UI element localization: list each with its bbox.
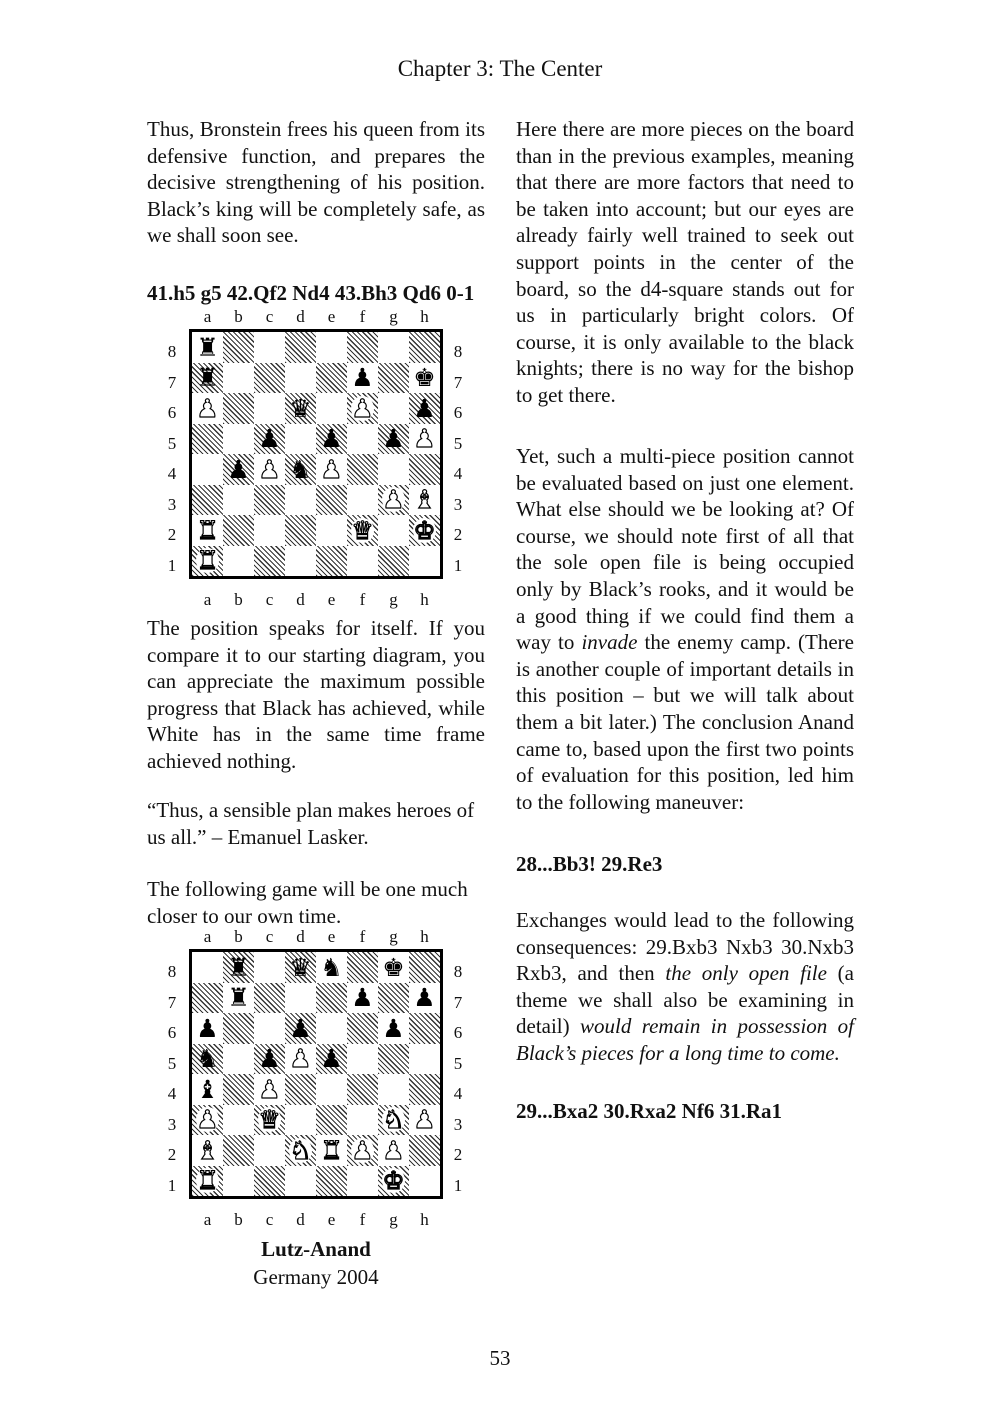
black-king-icon: ♚	[413, 363, 436, 393]
board-square-a2	[192, 1135, 223, 1166]
black-rook-icon: ♜	[227, 983, 250, 1013]
board-square-c2	[254, 1135, 285, 1166]
chapter-header: Chapter 3: The Center	[397, 56, 603, 81]
white-pawn-icon: ♟	[413, 1105, 436, 1135]
rank-label: 6	[167, 1023, 177, 1042]
board-square-b6	[223, 1013, 254, 1044]
rank-label: 3	[453, 1114, 463, 1134]
board-square-a6	[192, 1013, 223, 1044]
board-square-g2	[378, 1135, 409, 1166]
board-square-c3	[254, 485, 285, 516]
rank-label: 2	[453, 1145, 463, 1164]
board-square-e7	[316, 983, 347, 1014]
rank-label: 1	[167, 555, 177, 575]
board-square-c6	[254, 393, 285, 424]
black-pawn-icon: ♟	[196, 1013, 219, 1043]
board-square-a6	[192, 393, 223, 424]
right-moves-2: 29...Bxa2 30.Rxa2 Nf6 31.Ra1	[516, 1099, 782, 1123]
board-square-g2	[378, 515, 409, 546]
file-labels-bottom	[192, 590, 440, 610]
black-pawn-icon: ♟	[289, 1013, 312, 1043]
file-label: h	[420, 1210, 429, 1229]
rank-label: 4	[167, 464, 177, 483]
rank-label: 1	[167, 1175, 177, 1195]
board-square-a8	[192, 952, 223, 983]
white-knight-icon: ♞	[382, 1105, 405, 1135]
file-label: d	[296, 590, 305, 609]
board-square-b2	[223, 1135, 254, 1166]
board-square-h8	[409, 952, 440, 983]
board-square-d6	[285, 393, 316, 424]
black-pawn-icon: ♟	[351, 363, 374, 393]
board-square-a7	[192, 363, 223, 394]
right-paragraph-2: Yet, such a multi-piece position cannot be evaluated based on just one element. What else should we be looking at? Of course, we should note first of all that the sole open file is being occupied only by Black’s rooks, and it would be a good thing if we could find them a way to invade the enemy camp. (There is another couple of important details in this position – but we will talk about them a bit later.) The conclusion Anand came to, based upon the first two points of evaluation for this position, led him to the following maneuver:	[516, 444, 854, 814]
file-label: d	[296, 1210, 305, 1229]
white-queen-icon: ♛	[351, 515, 374, 545]
board-square-d1	[285, 546, 316, 577]
rank-label: 2	[453, 525, 463, 544]
board-square-h4	[409, 1074, 440, 1105]
file-label: g	[389, 927, 398, 946]
white-rook-icon: ♜	[320, 1135, 343, 1165]
board-square-g3	[378, 1105, 409, 1136]
left-paragraph-3: The following game will be one much closer to our own time.	[147, 877, 468, 928]
board-square-f2	[347, 1135, 378, 1166]
black-pawn-icon: ♟	[258, 424, 281, 454]
board-square-e4	[316, 1074, 347, 1105]
file-label: a	[203, 927, 212, 946]
rank-label: 8	[453, 962, 463, 981]
board-square-b6	[223, 393, 254, 424]
black-pawn-icon: ♟	[413, 983, 436, 1013]
board-square-d1	[285, 1166, 316, 1197]
black-pawn-icon: ♟	[351, 983, 374, 1013]
board-square-e3	[316, 485, 347, 516]
file-label: c	[265, 590, 274, 609]
rank-label: 8	[167, 962, 177, 981]
rank-label: 6	[453, 1023, 463, 1042]
board-square-f3	[347, 485, 378, 516]
board-square-f5	[347, 1044, 378, 1075]
rank-label: 8	[167, 342, 177, 361]
rank-label: 6	[167, 403, 177, 422]
white-pawn-icon: ♟	[196, 1105, 219, 1135]
white-pawn-icon: ♟	[382, 485, 405, 515]
board-square-c8	[254, 952, 285, 983]
rank-labels-left	[162, 957, 182, 1201]
board-square-e8	[316, 952, 347, 983]
board-square-d3	[285, 1105, 316, 1136]
black-queen-icon: ♛	[289, 393, 312, 423]
board-square-g6	[378, 393, 409, 424]
board-square-e5	[316, 424, 347, 455]
board-square-g5	[378, 1044, 409, 1075]
board-square-c2	[254, 515, 285, 546]
white-rook-icon: ♜	[196, 1166, 219, 1196]
board-square-h3	[409, 485, 440, 516]
rank-labels-right	[448, 337, 468, 581]
board-square-g7	[378, 363, 409, 394]
black-knight-icon: ♞	[289, 454, 312, 484]
black-rook-icon: ♜	[227, 952, 250, 982]
board-square-b1	[223, 546, 254, 577]
board-square-f1	[347, 546, 378, 577]
black-pawn-icon: ♟	[227, 454, 250, 484]
board-square-b2	[223, 515, 254, 546]
board-square-d7	[285, 363, 316, 394]
file-label: e	[327, 307, 336, 326]
board-square-c4	[254, 1074, 285, 1105]
file-label: e	[327, 927, 336, 946]
right-moves-1: 28...Bb3! 29.Re3	[516, 852, 663, 876]
file-label: h	[420, 927, 429, 946]
board-square-d3	[285, 485, 316, 516]
file-label: a	[203, 590, 212, 609]
board-square-a1	[192, 1166, 223, 1197]
black-bishop-icon: ♝	[196, 1074, 219, 1104]
left-moves-1: 41.h5 g5 42.Qf2 Nd4 43.Bh3 Qd6 0-1	[147, 281, 475, 305]
board-square-d4	[285, 454, 316, 485]
white-pawn-icon: ♟	[382, 1135, 405, 1165]
board-square-h5	[409, 1044, 440, 1075]
black-rook-icon: ♜	[196, 363, 219, 393]
board-square-h8	[409, 332, 440, 363]
rank-label: 3	[167, 1114, 177, 1134]
board-square-f7	[347, 983, 378, 1014]
board-square-h2	[409, 1135, 440, 1166]
board-square-d7	[285, 983, 316, 1014]
board-square-a2	[192, 515, 223, 546]
board-square-d6	[285, 1013, 316, 1044]
rank-label: 6	[453, 403, 463, 422]
board-square-a4	[192, 454, 223, 485]
rank-label: 5	[167, 433, 177, 453]
board-square-a7	[192, 983, 223, 1014]
board-square-a1	[192, 546, 223, 577]
board-square-b3	[223, 1105, 254, 1136]
file-label: h	[420, 307, 429, 326]
board-square-c1	[254, 1166, 285, 1197]
file-label: g	[389, 307, 398, 326]
board-square-f4	[347, 1074, 378, 1105]
board-square-c8	[254, 332, 285, 363]
file-label: e	[327, 1210, 336, 1229]
white-rook-icon: ♜	[196, 515, 219, 545]
board-square-e8	[316, 332, 347, 363]
board-square-e6	[316, 393, 347, 424]
rank-label: 5	[167, 1053, 177, 1073]
rank-label: 4	[453, 464, 463, 483]
file-label: f	[359, 307, 366, 326]
board-square-d5	[285, 1044, 316, 1075]
file-labels-top	[192, 927, 440, 947]
rank-label: 4	[167, 1084, 177, 1103]
black-queen-icon: ♛	[289, 952, 312, 982]
board-square-c5	[254, 1044, 285, 1075]
file-label: d	[296, 307, 305, 326]
board-square-e1	[316, 546, 347, 577]
board-square-e2	[316, 1135, 347, 1166]
chess-board	[189, 329, 443, 579]
black-knight-icon: ♞	[320, 952, 343, 982]
white-bishop-icon: ♝	[413, 485, 436, 515]
file-label: b	[234, 927, 243, 946]
board-square-b4	[223, 454, 254, 485]
board-square-c4	[254, 454, 285, 485]
file-label: a	[203, 307, 212, 326]
board-square-g5	[378, 424, 409, 455]
black-pawn-icon: ♟	[413, 393, 436, 423]
board-square-b7	[223, 983, 254, 1014]
board-square-g4	[378, 1074, 409, 1105]
board-square-a8	[192, 332, 223, 363]
game-caption-players: Lutz-Anand	[261, 1237, 371, 1261]
board-square-c7	[254, 983, 285, 1014]
board-square-f8	[347, 332, 378, 363]
rank-label: 8	[453, 342, 463, 361]
black-pawn-icon: ♟	[320, 1044, 343, 1074]
rank-label: 7	[167, 372, 177, 392]
rank-label: 5	[453, 1053, 463, 1073]
board-square-b8	[223, 952, 254, 983]
board-square-f7	[347, 363, 378, 394]
file-label: c	[265, 307, 274, 326]
chess-diagram-1	[160, 307, 470, 607]
file-label: b	[234, 307, 243, 326]
black-pawn-icon: ♟	[382, 1013, 405, 1043]
file-label: e	[327, 590, 336, 609]
board-square-f8	[347, 952, 378, 983]
board-square-b7	[223, 363, 254, 394]
file-label: b	[234, 590, 243, 609]
game-caption-event: Germany 2004	[253, 1265, 379, 1289]
board-square-d8	[285, 332, 316, 363]
board-square-f4	[347, 454, 378, 485]
file-label: a	[203, 1210, 212, 1229]
board-square-b8	[223, 332, 254, 363]
board-square-f6	[347, 393, 378, 424]
board-square-b1	[223, 1166, 254, 1197]
rank-label: 2	[167, 525, 177, 544]
black-pawn-icon: ♟	[258, 1044, 281, 1074]
page-number: 53	[489, 1346, 511, 1370]
file-label: d	[296, 927, 305, 946]
right-paragraph-3: Exchanges would lead to the following consequences: 29.Bxb3 Nxb3 30.Nxb3 Rxb3, and then the only open file (a theme we shall also be examining in detail) would remain in possession of Black’s pieces for a long time to come.	[516, 908, 854, 1065]
white-king-icon: ♚	[382, 1166, 405, 1196]
white-pawn-icon: ♟	[413, 424, 436, 454]
left-quote: “Thus, a sensible plan makes heroes of us all.” – Emanuel Lasker.	[147, 798, 475, 849]
chess-board	[189, 949, 443, 1199]
white-rook-icon: ♜	[196, 546, 219, 576]
file-label: f	[359, 590, 366, 609]
file-labels-bottom	[192, 1210, 440, 1230]
board-square-e5	[316, 1044, 347, 1075]
board-square-f3	[347, 1105, 378, 1136]
board-square-b5	[223, 424, 254, 455]
white-pawn-icon: ♟	[351, 1135, 374, 1165]
board-square-e2	[316, 515, 347, 546]
board-square-h2	[409, 515, 440, 546]
rank-labels-left	[162, 337, 182, 581]
black-pawn-icon: ♟	[382, 424, 405, 454]
file-label: c	[265, 927, 274, 946]
board-square-e1	[316, 1166, 347, 1197]
white-queen-icon: ♛	[258, 1105, 281, 1135]
board-square-a3	[192, 485, 223, 516]
board-square-g4	[378, 454, 409, 485]
board-square-c1	[254, 546, 285, 577]
board-square-f6	[347, 1013, 378, 1044]
rank-labels-right	[448, 957, 468, 1201]
board-square-h7	[409, 363, 440, 394]
board-square-a5	[192, 424, 223, 455]
board-square-h7	[409, 983, 440, 1014]
board-square-d8	[285, 952, 316, 983]
board-square-f1	[347, 1166, 378, 1197]
board-square-h1	[409, 1166, 440, 1197]
file-label: g	[389, 590, 398, 609]
white-pawn-icon: ♟	[196, 393, 219, 423]
board-square-g8	[378, 952, 409, 983]
board-square-b5	[223, 1044, 254, 1075]
rank-label: 5	[453, 433, 463, 453]
board-square-g8	[378, 332, 409, 363]
board-square-f5	[347, 424, 378, 455]
chess-diagram-2	[160, 927, 470, 1227]
black-knight-icon: ♞	[196, 1044, 219, 1074]
board-square-d2	[285, 1135, 316, 1166]
white-knight-icon: ♞	[289, 1135, 312, 1165]
white-pawn-icon: ♟	[351, 393, 374, 423]
white-pawn-icon: ♟	[258, 454, 281, 484]
file-label: g	[389, 1210, 398, 1229]
board-square-e3	[316, 1105, 347, 1136]
rank-label: 1	[453, 555, 463, 575]
white-pawn-icon: ♟	[258, 1074, 281, 1104]
board-square-h3	[409, 1105, 440, 1136]
rank-label: 4	[453, 1084, 463, 1103]
board-square-c7	[254, 363, 285, 394]
board-square-h4	[409, 454, 440, 485]
file-label: f	[359, 1210, 366, 1229]
board-square-d2	[285, 515, 316, 546]
board-square-a5	[192, 1044, 223, 1075]
board-square-e6	[316, 1013, 347, 1044]
left-paragraph-1: Thus, Bronstein frees his queen from its defensive function, and prepares the decisive strengthening of his position. Black’s king will be completely safe, as we shall soon see.	[147, 117, 485, 248]
board-square-g1	[378, 546, 409, 577]
file-label: c	[265, 1210, 274, 1229]
left-paragraph-2: The position speaks for itself. If you compare it to our starting diagram, you can appreciate the maximum possible progress that Black has achieved, while White has in the same time frame achieved nothing.	[147, 616, 485, 773]
board-square-g7	[378, 983, 409, 1014]
rank-label: 7	[453, 992, 463, 1012]
right-paragraph-1: Here there are more pieces on the board than in the previous examples, meaning that there are more factors that need to be taken into account; but our eyes are already fairly well trained to seek out support points in the center of the board, so the d4-square stands out for us in particularly bright colors. Of course, it is only available to the black knights; there is no way for the bishop to get there.	[516, 117, 854, 407]
white-pawn-icon: ♟	[289, 1044, 312, 1074]
file-labels-top	[192, 307, 440, 327]
board-square-c5	[254, 424, 285, 455]
board-square-e4	[316, 454, 347, 485]
file-label: h	[420, 590, 429, 609]
rank-label: 1	[453, 1175, 463, 1195]
rank-label: 3	[453, 494, 463, 514]
rank-label: 3	[167, 494, 177, 514]
board-square-f2	[347, 515, 378, 546]
board-square-c3	[254, 1105, 285, 1136]
white-pawn-icon: ♟	[320, 454, 343, 484]
white-king-icon: ♚	[413, 515, 436, 545]
black-rook-icon: ♜	[196, 332, 219, 362]
board-square-g3	[378, 485, 409, 516]
board-square-h1	[409, 546, 440, 577]
board-square-d5	[285, 424, 316, 455]
board-square-g6	[378, 1013, 409, 1044]
file-label: b	[234, 1210, 243, 1229]
board-square-b4	[223, 1074, 254, 1105]
file-label: f	[359, 927, 366, 946]
board-square-a3	[192, 1105, 223, 1136]
white-bishop-icon: ♝	[196, 1135, 219, 1165]
board-square-h6	[409, 393, 440, 424]
board-square-g1	[378, 1166, 409, 1197]
rank-label: 7	[453, 372, 463, 392]
black-king-icon: ♚	[382, 952, 405, 982]
rank-label: 2	[167, 1145, 177, 1164]
board-square-b3	[223, 485, 254, 516]
board-square-d4	[285, 1074, 316, 1105]
board-square-e7	[316, 363, 347, 394]
black-pawn-icon: ♟	[320, 424, 343, 454]
board-square-c6	[254, 1013, 285, 1044]
board-square-h6	[409, 1013, 440, 1044]
board-square-h5	[409, 424, 440, 455]
rank-label: 7	[167, 992, 177, 1012]
board-square-a4	[192, 1074, 223, 1105]
